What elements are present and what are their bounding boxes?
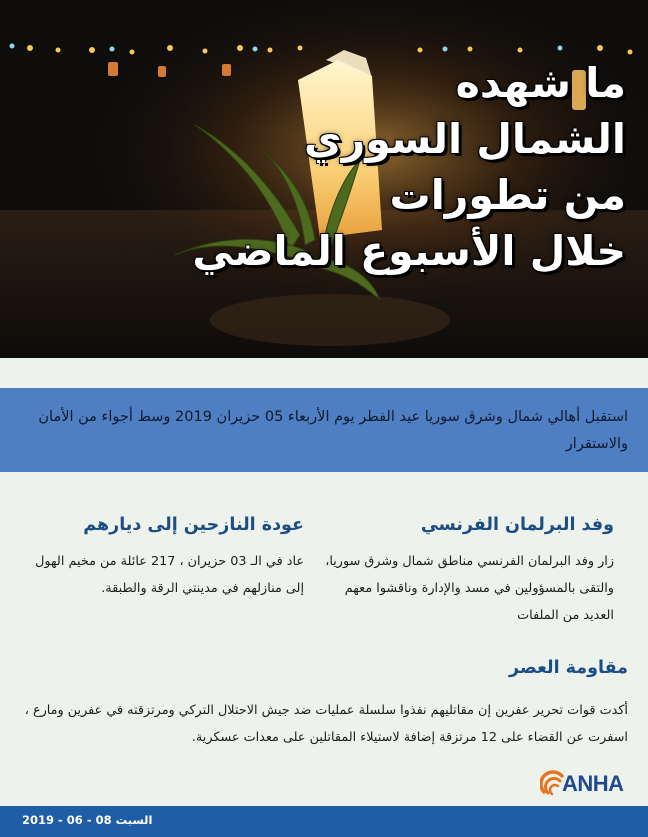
section-french-delegation — [314, 512, 614, 629]
section-heading: وفد البرلمان الفرنسي — [420, 515, 614, 535]
hero-banner — [0, 0, 648, 358]
section-body: أكدت قوات تحرير عفرين إن مقاتليهم نفذوا سلسلة عمليات ضد جيش الاحتلال التركي ومرتزقته في عفرين ومارع ، اسفرت عن القضاء على 12 مرتزقة إضافة لاستيلاء المقاتلين على معدات عسكرية. — [24, 703, 628, 745]
section-heading: عودة النازحين إلى ديارهم — [83, 515, 304, 535]
footer-bar — [0, 806, 648, 837]
section-body: زار وفد البرلمان الفرنسي مناطق شمال وشرق سوريا، والتقى بالمسؤولين في مسد والإدارة وناقشوا معهم العديد من الملفات — [325, 554, 614, 623]
summary-band — [0, 388, 648, 472]
hero-title-line-4: خلال الأسبوع الماضي — [192, 227, 626, 275]
hero-title-line-1: ما شهده — [455, 59, 626, 107]
summary-text: استقبل أهالي شمال وشرق سوريا عيد الفطر يوم الأربعاء 05 حزيران 2019 وسط أجواء من الأمان والاستقرار — [38, 409, 628, 452]
hero-title — [192, 55, 626, 279]
section-displaced-return — [28, 512, 304, 602]
section-body: عاد في الـ 03 حزيران ، 217 عائلة من مخيم الهول إلى منازلهم في مدينتي الرقة والطبقة. — [35, 554, 304, 596]
hero-title-line-3: من تطورات — [389, 171, 626, 219]
section-asr-resistance — [18, 655, 628, 751]
footer-date: السبت 08 - 06 - 2019 — [22, 813, 153, 827]
hero-title-line-2: الشمال السوري — [304, 115, 626, 163]
logo-wordmark: ANHA — [562, 771, 624, 796]
anha-logo — [540, 770, 635, 796]
section-heading: مقاومة العصر — [509, 658, 628, 678]
